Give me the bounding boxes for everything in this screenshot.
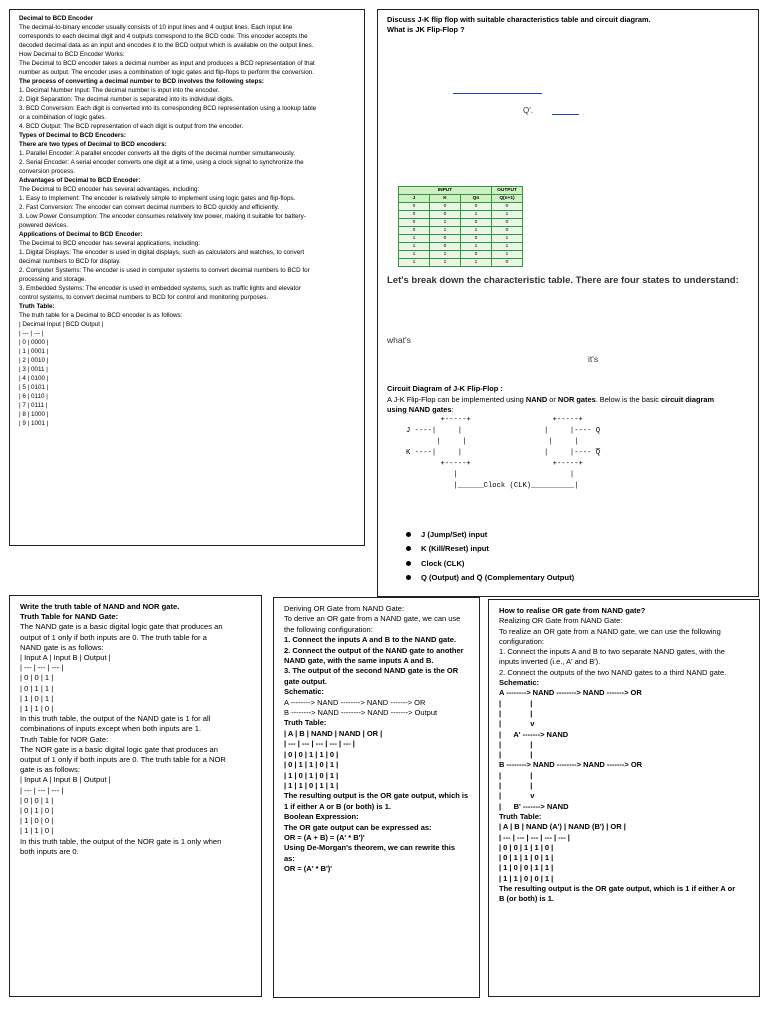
bcd-text-line: How Decimal to BCD Encoder Works: [19,51,125,58]
bcd-text-line: | 4 | 0100 | [19,375,49,382]
table-cell: 0 [492,203,523,211]
or-derive-text-line: NAND gate, with the same inputs A and B. [284,656,434,666]
table-cell: 1 [430,227,461,235]
table-cell: 1 [492,211,523,219]
jk-circuit-diagram [406,415,600,492]
nand-nor-text-line: | 0 | 0 | 1 | [20,673,54,683]
bullet-item [406,573,758,582]
table-row [399,211,523,219]
or-realise-text-line: | --- | --- | --- | --- | --- | [499,832,570,842]
bcd-text-line: Advantages of Decimal to BCD Encoder: [19,177,141,184]
or-derive-text-line: Boolean Expression: [284,812,359,822]
or-realise-text-line: | A | B | NAND (A') | NAND (B') | OR | [499,822,626,832]
table-cell: 0 [430,243,461,251]
table-col-qn1: Q(n+1) [492,195,523,203]
or-derive-text-line: 1 if either A or B (or both) is 1. [284,801,391,811]
bcd-text-line: The Decimal to BCD encoder has several applications, including: [19,240,200,247]
bcd-text-line: 3. Low Power Consumption: The encoder consumes relatively low power, making it suitable for battery- [19,213,306,220]
nand-nor-text-line: Truth Table for NOR Gate: [20,734,109,744]
or-realise-text-line: Schematic: [499,678,540,688]
or-realise-text-line: configuration: [499,636,545,646]
table-col-k: K [430,195,461,203]
or-derive-text-line: | 0 | 1 | 1 | 0 | 1 | [284,760,339,770]
or-derive-text-line: 3. The output of the second NAND gate is the OR [284,666,459,676]
table-cell: 1 [492,251,523,259]
nand-nor-text-line: output of 1 only if both inputs are 0. The truth table for a NOR [20,755,226,765]
diagram-line: | | [406,471,575,479]
or-derive-text-line: OR = (A' * B')' [284,864,333,874]
or-derive-text-line: 2. Connect the output of the NAND gate to another [284,645,464,655]
nand-nor-text-line: | 0 | 0 | 1 | [20,795,54,805]
bcd-text-line: Decimal to BCD Encoder [19,15,94,22]
or-derive-text-line: | --- | --- | --- | --- | --- | [284,739,355,749]
nand-nor-text-line: Truth Table for NAND Gate: [20,612,119,622]
bcd-text-line: | 2 | 0010 | [19,357,49,364]
bcd-text-line: The process of converting a decimal number to BCD involves the following steps: [19,78,264,85]
bcd-text-line: The decimal-to-binary encoder usually consists of 10 input lines and 4 output lines. Each input line [19,24,293,31]
table-cell: 0 [430,203,461,211]
table-col-qn: Qn [461,195,492,203]
jk-flipflop-panel [377,9,759,597]
bcd-text-line: | 8 | 1000 | [19,411,49,418]
diagram-line: K ----| | | |---- Q̅̅ [406,449,601,457]
or-derive-text-line: as: [284,853,295,863]
or-realise-text-line: | | [499,698,533,708]
bcd-text-line: control systems, to convert decimal numbers to BCD for control and monitoring purposes. [19,294,269,301]
bcd-text-line: There are two types of Decimal to BCD encoders: [19,141,167,148]
break-down-text: Let's break down the characteristic table. There are four states to understand: [387,275,739,286]
table-row [399,203,523,211]
or-realise-text-line: | 0 | 0 | 1 | 1 | 0 | [499,842,554,852]
or-realise-text-line: A --------> NAND --------> NAND -------> OR [499,688,642,698]
q-prime-label: Q'. [523,106,533,115]
bullet-text: Clock (CLK) [421,558,465,568]
table-cell: 0 [461,219,492,227]
nand-nor-text-line: In this truth table, the output of the NAND gate is 1 for all [20,714,211,724]
or-realise-text-line: | 1 | 0 | 0 | 1 | 1 | [499,863,554,873]
bcd-text-line: corresponds to each decimal digit and 4 outputs correspond to the BCD code. This encoder accepts the [19,33,308,40]
nand-nor-text-line: NAND gate is as follows: [20,642,104,652]
nand-nor-text-line: In this truth table, the output of the NOR gate is 1 only when [20,836,222,846]
bullet-item [406,530,758,539]
jk-subheading: What is JK Flip-Flop ? [387,24,465,34]
bcd-text-line: | 6 | 0110 | [19,393,48,400]
diagram-line: | | | | [406,438,579,446]
circuit-description: A J-K Flip-Flop can be implemented using NAND or NOR gates. Below is the basic circuit diagram using NAND gates: [387,394,715,415]
jk-bullet-list [378,530,758,588]
bullet-text: J (Jump/Set) input [421,530,488,539]
whats-text: what's [387,335,411,345]
table-cell: 0 [492,259,523,267]
or-realise-text-line: How to realise OR gate from NAND gate? [499,606,646,615]
bcd-text-line: 3. Embedded Systems: The encoder is used in embedded systems, such as traffic lights and elevator [19,285,301,292]
or-derive-text-line: Using De-Morgan's theorem, we can rewrite this [284,843,455,853]
bcd-text-line: | --- | --- | [19,330,44,337]
decimal-bcd-panel [9,9,365,546]
bcd-text-line: | 0 | 0000 | [19,339,49,346]
nand-nor-text-line: Write the truth table of NAND and NOR gate. [20,602,180,611]
nand-nor-text-line: gate is as follows: [20,765,80,775]
nand-nor-text-line: combinations of inputs except when both inputs are 1. [20,724,202,734]
nand-nor-text-line: | --- | --- | --- | [20,785,64,795]
or-realise-text-line: | B' -------> NAND [499,801,569,811]
or-derive-text-line: | 1 | 0 | 1 | 0 | 1 | [284,770,339,780]
bcd-text-line: 2. Computer Systems: The encoder is used in computer systems to convert decimal numbers to BCD for [19,267,310,274]
or-derive-text-line: 1. Connect the inputs A and B to the NAND gate. [284,635,456,645]
or-realise-text-line: 1. Connect the inputs A and B to two separate NAND gates, with the [499,647,725,657]
or-realise-text-line: | v [499,719,535,729]
or-realise-text-line: | | [499,750,533,760]
or-derive-text-line: | 0 | 0 | 1 | 1 | 0 | [284,749,339,759]
table-input-header: INPUT [399,187,492,195]
table-cell: 1 [399,259,430,267]
bcd-text-line: 2. Digit Separation: The decimal number is separated into its individual digits. [19,96,234,103]
table-cell: 1 [430,219,461,227]
nand-nor-text-line: The NAND gate is a basic digital logic gate that produces an [20,622,223,632]
or-derive-text-line: To derive an OR gate from a NAND gate, we can use [284,614,461,624]
or-derive-text-line: The OR gate output can be expressed as: [284,822,432,832]
nand-nor-text-line: | 0 | 1 | 0 | [20,806,54,816]
bcd-text-line: number as output. The encoder uses a combination of logic gates and flip-flops to perform the conversion. [19,69,314,76]
circuit-title: Circuit Diagram of J-K Flip-Flop : [387,384,503,393]
or-realise-text-line: | v [499,791,535,801]
or-from-nand-panel [273,597,480,998]
bcd-text-line: | 3 | 0011 | [19,366,48,373]
nand-nor-text-line: | 1 | 1 | 0 | [20,704,54,714]
bullet-item [406,544,758,553]
or-derive-text-line: Truth Table: [284,718,327,728]
table-output-header: OUTPUT [492,187,523,195]
or-derive-text-line: | 1 | 1 | 0 | 1 | 1 | [284,780,339,790]
or-realise-text-line: Realizing OR Gate from NAND Gate: [499,616,623,626]
table-row [399,251,523,259]
nand-nor-panel [9,595,262,997]
bcd-text-line: processing and storage. [19,276,87,283]
bcd-text-line: Truth Table: [19,303,55,310]
or-realise-text-line: B --------> NAND --------> NAND -------> OR [499,760,643,770]
diagram-line: +-----+ +-----+ [406,416,583,424]
table-row [399,243,523,251]
or-derive-text-line: B --------> NAND --------> NAND -------> Output [284,708,438,718]
nand-nor-text-line: | 1 | 0 | 1 | [20,693,54,703]
table-row [399,219,523,227]
table-cell: 0 [399,203,430,211]
bcd-text-line: 4. BCD Output: The BCD representation of each digit is output from the encoder. [19,123,244,130]
bcd-text-line: 1. Easy to Implement: The encoder is relatively simple to implement using logic gates and flip-flops. [19,195,296,202]
table-cell: 0 [461,203,492,211]
table-cell: 0 [430,235,461,243]
characteristic-table [398,186,523,267]
nand-nor-text-line: | --- | --- | --- | [20,663,64,673]
table-cell: 1 [399,251,430,259]
bcd-text-line: | 5 | 0101 | [19,384,49,391]
bcd-text-line: 1. Digital Displays: The encoder is used in digital displays, such as calculators and watches, to convert [19,249,305,256]
table-row [399,235,523,243]
bcd-text-line: 2. Serial Encoder: A serial encoder converts one digit at a time, using a clock signal to synchronize the [19,159,304,166]
bullet-dot-icon [406,575,411,580]
table-cell: 0 [461,235,492,243]
link-line-1[interactable] [453,93,542,94]
or-realise-text-line: | | [499,708,533,718]
nand-nor-text-line: The NOR gate is a basic digital logic gate that produces an [20,744,218,754]
bcd-text-line: The Decimal to BCD encoder has several advantages, including: [19,186,200,193]
table-cell: 1 [399,235,430,243]
jk-heading: Discuss J-K flip flop with suitable characteristics table and circuit diagram. [387,15,651,24]
table-cell: 0 [399,211,430,219]
bcd-text-line: 1. Parallel Encoder: A parallel encoder converts all the digits of the decimal number simultaneously. [19,150,296,157]
or-derive-text-line: the following configuration: [284,624,373,634]
or-realise-text-line: | | [499,739,533,749]
its-text: it's [588,354,599,364]
bcd-text-line: | 1 | 0001 | [19,348,49,355]
table-row [399,259,523,267]
bcd-text-line: 2. Fast Conversion: The encoder can convert decimal numbers to BCD quickly and efficiently. [19,204,280,211]
table-cell: 1 [430,259,461,267]
table-cell: 0 [399,227,430,235]
nand-nor-text-line: | 1 | 0 | 0 | [20,816,54,826]
bcd-text-line: Applications of Decimal to BCD Encoder: [19,231,143,238]
bullet-dot-icon [406,561,411,566]
table-cell: 0 [492,219,523,227]
nand-nor-text-line: | 1 | 1 | 0 | [20,826,54,836]
or-derive-text-line: OR = (A + B) = (A' * B')' [284,832,365,842]
bcd-text-line: | 7 | 0111 | [19,402,48,409]
or-realise-text-line: The resulting output is the OR gate output, which is 1 if either A or [499,884,736,894]
table-cell: 1 [461,227,492,235]
table-cell: 1 [461,259,492,267]
table-cell: 1 [399,243,430,251]
bcd-text-line: The truth table for a Decimal to BCD encoder is as follows: [19,312,183,319]
table-cell: 0 [399,219,430,227]
bcd-text-line: | Decimal Input | BCD Output | [19,321,104,328]
diagram-line: +-----+ +-----+ [406,460,583,468]
diagram-line: |______Clock (CLK)__________| [406,482,579,490]
or-realise-text-line: B (or both) is 1. [499,894,554,904]
table-cell: 0 [461,251,492,259]
bcd-text-line: | 9 | 1001 | [19,420,49,427]
or-realise-text-line: | | [499,770,533,780]
or-realise-text-line: 2. Connect the outputs of the two NAND gates to a third NAND gate. [499,667,727,677]
nand-nor-text-line: output of 1 only if both inputs are 0. The truth table for a [20,632,207,642]
or-realise-text-line: | 0 | 1 | 1 | 0 | 1 | [499,853,554,863]
bcd-text-line: The Decimal to BCD encoder takes a decimal number as input and produces a BCD representation of that [19,60,315,67]
bullet-item [406,559,758,568]
or-realise-text-line: To realize an OR gate from a NAND gate, we can use the following [499,626,721,636]
table-cell: 1 [430,251,461,259]
or-derive-text-line: | A | B | NAND | NAND | OR | [284,728,383,738]
or-realise-text-line: inputs inverted (i.e., A' and B'). [499,657,601,667]
table-cell: 0 [430,211,461,219]
bcd-text-line: conversion process. [19,168,75,175]
nand-nor-text-line: both inputs are 0. [20,846,79,856]
or-realise-text-line: Truth Table: [499,811,542,821]
realise-or-panel [488,599,760,997]
diagram-line: J ----| | | |---- Q [406,427,601,435]
link-line-2[interactable] [552,114,579,115]
or-derive-text-line: gate output. [284,676,327,686]
bcd-text-line: Types of Decimal to BCD Encoders: [19,132,126,139]
or-derive-text-line: A --------> NAND --------> NAND -------> OR [284,697,426,707]
or-derive-text-line: Schematic: [284,687,325,697]
or-realise-text-line: | 1 | 1 | 0 | 0 | 1 | [499,873,554,883]
table-col-j: J [399,195,430,203]
bcd-text-line: decoded decimal data as an input and encodes it to the BCD output which is available on the output lines. [19,42,314,49]
table-cell: 1 [461,243,492,251]
bullet-dot-icon [406,532,411,537]
bcd-text-line: decimal numbers to BCD for display. [19,258,121,265]
table-row [399,227,523,235]
nand-nor-text-line: | Input A | Input B | Output | [20,653,111,663]
or-derive-text-line: Deriving OR Gate from NAND Gate: [284,604,405,613]
bullet-text: K (Kill/Reset) input [421,544,489,554]
table-cell: 1 [492,243,523,251]
table-cell: 1 [492,235,523,243]
bullet-text: Q (Output) and Q̅ (Complementary Output) [421,573,575,583]
or-realise-text-line: | | [499,781,533,791]
bcd-text-line: 1. Decimal Number Input: The decimal number is input into the encoder. [19,87,220,94]
bcd-text-line: powered devices. [19,222,69,229]
nand-nor-text-line: | 0 | 1 | 1 | [20,683,54,693]
bcd-text-line: 3. BCD Conversion: Each digit is converted into its corresponding BCD representation using a lookup table [19,105,317,112]
or-derive-text-line: The resulting output is the OR gate output, which is [284,791,469,801]
table-cell: 0 [492,227,523,235]
bcd-text-line: or a combination of logic gates. [19,114,107,121]
table-cell: 1 [461,211,492,219]
nand-nor-text-line: | Input A | Input B | Output | [20,775,111,785]
or-realise-text-line: | A' -------> NAND [499,729,569,739]
bullet-dot-icon [406,546,411,551]
